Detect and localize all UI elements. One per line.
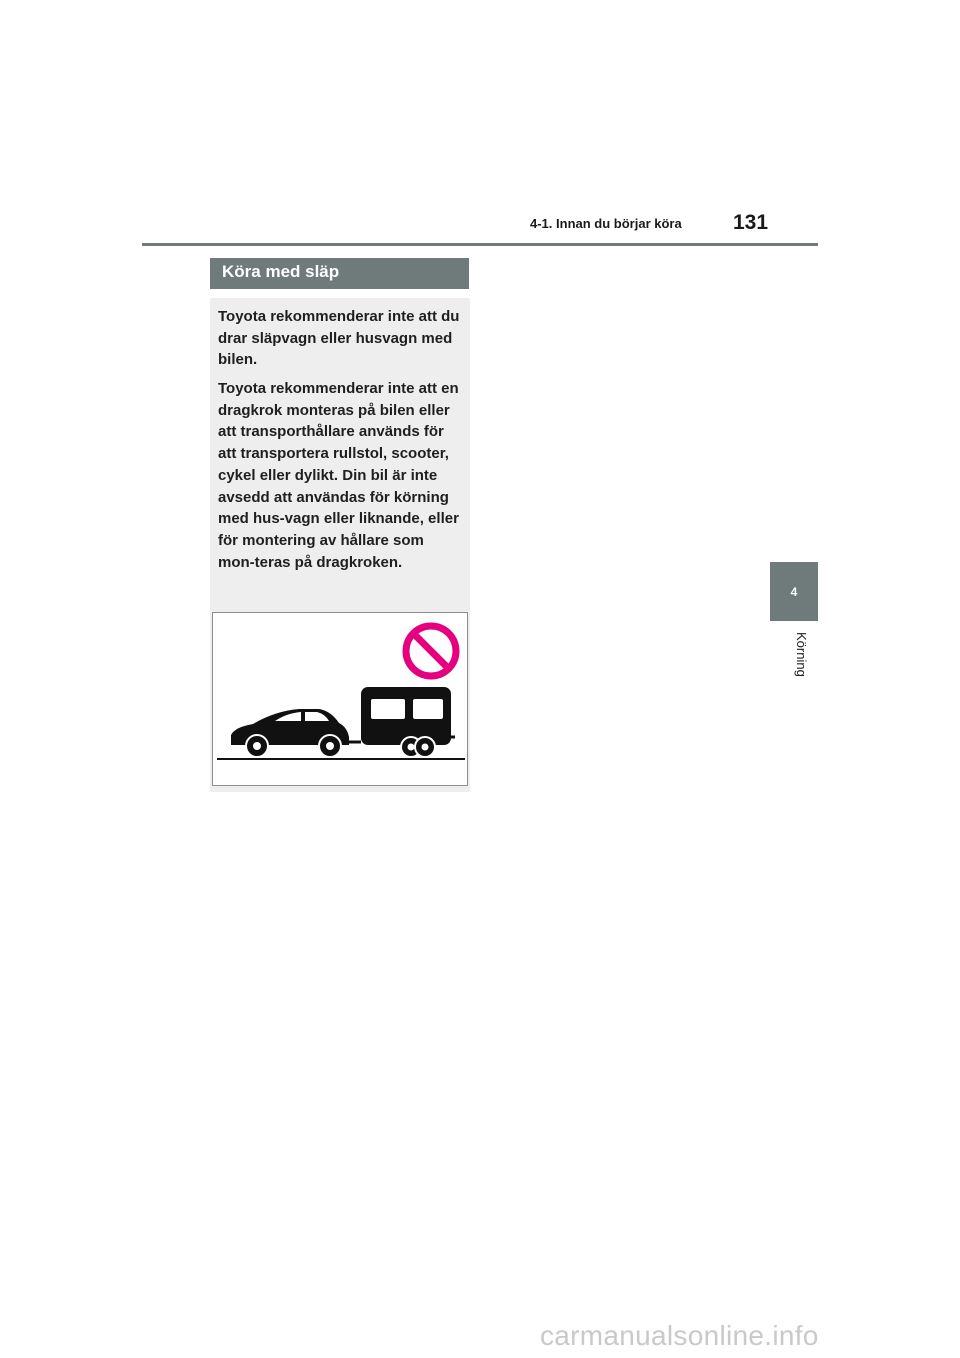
towing-prohibited-illustration xyxy=(212,612,468,786)
chapter-number: 4 xyxy=(790,584,798,599)
paragraph-1: Toyota rekommenderar inte att du drar släpvagn eller husvagn med bilen. xyxy=(218,308,460,369)
page-number: 131 xyxy=(733,211,769,234)
chapter-label: Körning xyxy=(794,632,809,677)
trailer-window-right xyxy=(413,699,443,719)
content-box xyxy=(210,298,470,792)
watermark: carmanualsonline.info xyxy=(540,1320,819,1351)
chapter-tab[interactable] xyxy=(770,562,818,621)
trailer-window-left xyxy=(371,699,405,719)
paragraph-2: Toyota rekommenderar inte att en dragkrok monteras på bilen eller att transporthållare används för att transportera rullstol, scooter, cykel eller dylikt. Din bil är inte avsedd att användas för körning med hus-vagn eller liknande, eller för montering av hållare som mon-teras på dragkroken. xyxy=(218,380,459,571)
header-divider xyxy=(142,243,818,246)
header-section-title: 4-1. Innan du börjar köra xyxy=(530,216,682,231)
section-title: Köra med släp xyxy=(210,258,469,289)
illustration-svg xyxy=(213,613,469,787)
